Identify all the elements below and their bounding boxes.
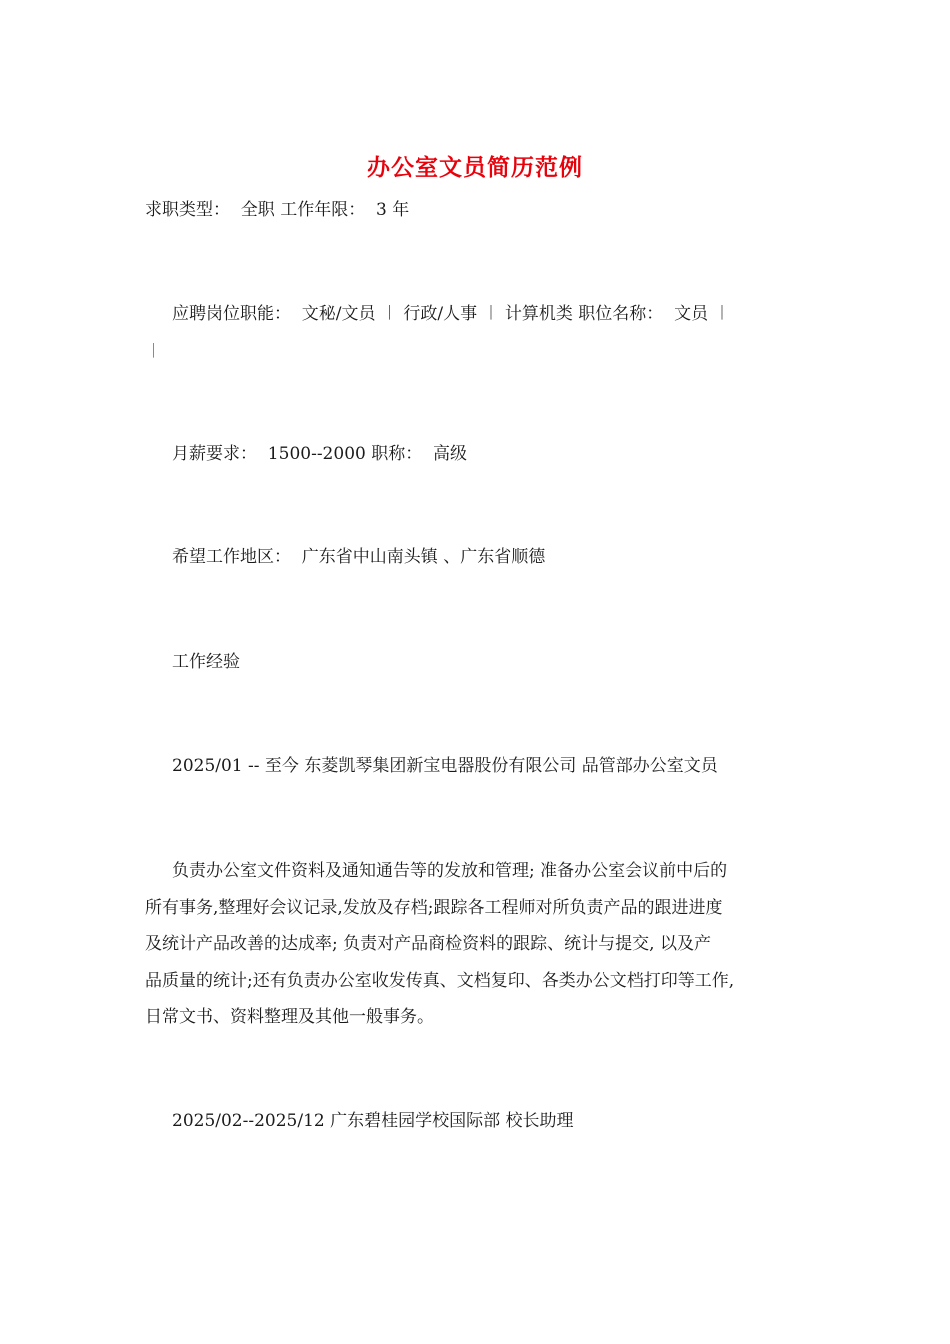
salary-line: 月薪要求： 1500--2000 职称： 高级 bbox=[172, 444, 468, 464]
work-experience-heading: 工作经验 bbox=[172, 652, 240, 672]
job-description-line: 品质量的统计;还有负责办公室收发传真、文档复印、各类办公文档打印等工作, bbox=[145, 970, 735, 991]
work-area-line: 希望工作地区： 广东省中山南头镇 、广东省顺德 bbox=[172, 547, 546, 567]
job-type-line: 求职类型： 全职 工作年限： 3 年 bbox=[145, 200, 410, 220]
position-line-continuation: ︱ bbox=[145, 342, 162, 362]
job-header: 2025/01 -- 至今 东菱凯琴集团新宝电器股份有限公司 品管部办公室文员 bbox=[172, 756, 718, 776]
document-title: 办公室文员简历范例 bbox=[367, 155, 583, 181]
job-description-line: 负责办公室文件资料及通知通告等的发放和管理; 准备办公室会议前中后的 bbox=[172, 861, 728, 881]
job-description-line: 所有事务,整理好会议记录,发放及存档;跟踪各工程师对所负责产品的跟进进度 bbox=[145, 897, 723, 918]
position-line: 应聘岗位职能： 文秘/文员 ︱ 行政/人事 ︱ 计算机类 职位名称： 文员 ︱ bbox=[172, 304, 731, 324]
job-header: 2025/02--2025/12 广东碧桂园学校国际部 校长助理 bbox=[172, 1111, 574, 1131]
job-description bbox=[145, 853, 815, 1036]
job-description-line: 及统计产品改善的达成率; 负责对产品商检资料的跟踪、统计与提交, 以及产 bbox=[145, 934, 711, 954]
job-description-line: 日常文书、资料整理及其他一般事务。 bbox=[145, 1007, 434, 1027]
